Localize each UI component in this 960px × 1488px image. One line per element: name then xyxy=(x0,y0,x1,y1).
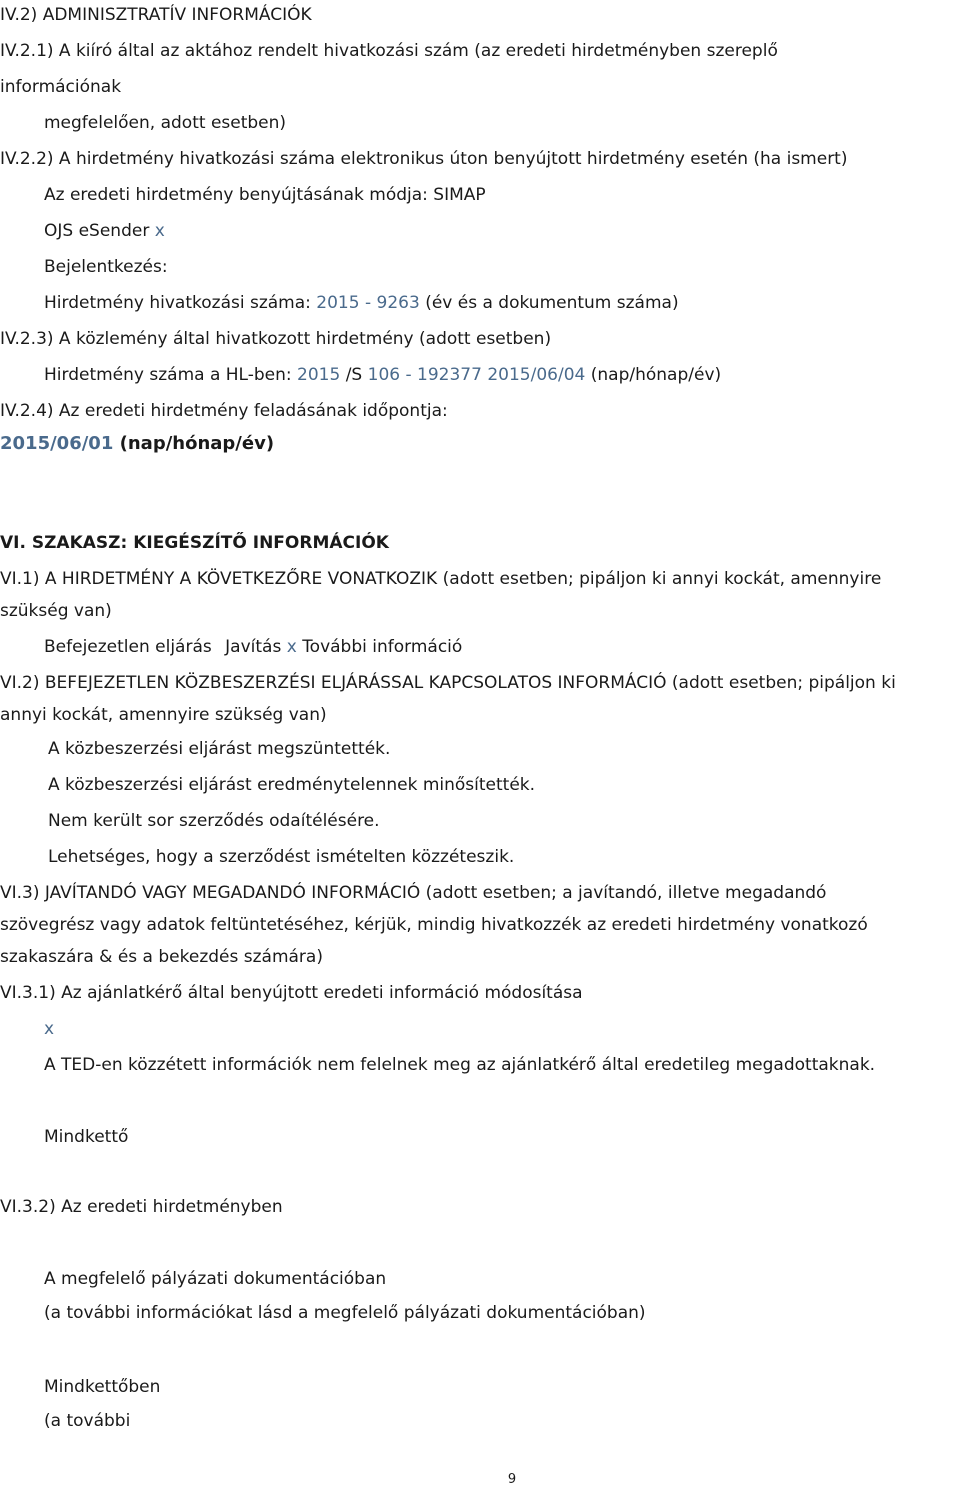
vi2-item: Lehetséges, hogy a szerződést ismételten közzéteszik. xyxy=(48,847,515,867)
page-number: 9 xyxy=(507,1472,517,1487)
vi32-see-documentation: (a további információkat lásd a megfelelő pályázati dokumentációban) xyxy=(44,1303,646,1323)
vi1-line2: szükség van) xyxy=(0,601,112,621)
reference-suffix: (év és a dokumentum száma) xyxy=(425,293,679,313)
iv21-line1: IV.2.1) A kiíró által az aktához rendelt hivatkozási szám (az eredeti hirdetményben szereplő xyxy=(0,41,778,61)
vi3-line3: szakaszára & és a bekezdés számára) xyxy=(0,947,323,967)
ojs-check-mark: x xyxy=(154,221,165,241)
iv22-heading: IV.2.2) A hirdetmény hivatkozási száma elektronikus úton benyújtott hirdetmény esetén (ha ismert) xyxy=(0,149,848,169)
reference-separator: - xyxy=(364,293,372,313)
vi1-options-row xyxy=(44,636,462,658)
iv23-oj-row xyxy=(44,364,721,386)
reference-year: 2015 xyxy=(316,293,360,313)
option-check-mark: x xyxy=(286,637,297,657)
iv21-line3: megfelelően, adott esetben) xyxy=(44,113,287,133)
oj-date: 2015/06/04 xyxy=(487,365,586,385)
vi31-heading: VI.3.1) Az ajánlatkérő által benyújtott eredeti információ módosítása xyxy=(0,983,583,1003)
vi31-check-mark: x xyxy=(44,1019,55,1039)
oj-year: 2015 xyxy=(297,365,341,385)
vi31-ted-text: A TED-en közzétett információk nem felelnek meg az ajánlatkérő által eredetileg megadottaknak. xyxy=(44,1055,876,1075)
vi2-item: A közbeszerzési eljárást eredménytelennek minősítették. xyxy=(48,775,536,795)
vi32-both: Mindkettőben xyxy=(44,1377,161,1397)
vi32-more: (a további xyxy=(44,1411,131,1431)
vi1-line1: VI.1) A HIRDETMÉNY A KÖVETKEZŐRE VONATKOZIK (adott esetben; pipáljon ki annyi kockát, amennyire xyxy=(0,569,882,589)
oj-label: Hirdetmény száma a HL-ben: xyxy=(44,365,292,385)
vi32-heading: VI.3.2) Az eredeti hirdetményben xyxy=(0,1197,283,1217)
iv24-heading: IV.2.4) Az eredeti hirdetmény feladásának időpontja: xyxy=(0,401,448,421)
iv22-submission-mode: Az eredeti hirdetmény benyújtásának módja: SIMAP xyxy=(44,185,486,205)
dispatch-date-format: (nap/hónap/év) xyxy=(119,433,275,454)
reference-number: 9263 xyxy=(376,293,420,313)
section-iv2-title: IV.2) ADMINISZTRATÍV INFORMÁCIÓK xyxy=(0,5,312,25)
iv21-line2: információnak xyxy=(0,77,122,97)
oj-issue: 106 xyxy=(367,365,401,385)
vi31-both: Mindkettő xyxy=(44,1127,129,1147)
oj-number: 192377 xyxy=(417,365,482,385)
vi2-item: A közbeszerzési eljárást megszüntették. xyxy=(48,739,391,759)
iv22-reference-row xyxy=(44,292,679,314)
reference-label: Hirdetmény hivatkozási száma: xyxy=(44,293,311,313)
vi3-line2: szövegrész vagy adatok feltüntetéséhez, kérjük, mindig hivatkozzék az eredeti hirdetmény vonatkozó xyxy=(0,915,868,935)
section-vi-title: VI. SZAKASZ: KIEGÉSZÍTŐ INFORMÁCIÓK xyxy=(0,533,389,553)
vi2-line1: VI.2) BEFEJEZETLEN KÖZBESZERZÉSI ELJÁRÁSSAL KAPCSOLATOS INFORMÁCIÓ (adott esetben; pipáljon ki xyxy=(0,673,896,693)
iv22-ojs-row xyxy=(44,220,165,242)
vi32-documentation: A megfelelő pályázati dokumentációban xyxy=(44,1269,387,1289)
vi3-line1: VI.3) JAVÍTANDÓ VAGY MEGADANDÓ INFORMÁCIÓ (adott esetben; a javítandó, illetve megadandó xyxy=(0,883,827,903)
iv22-login: Bejelentkezés: xyxy=(44,257,168,277)
vi2-line2: annyi kockát, amennyire szükség van) xyxy=(0,705,327,725)
option-correction: Javítás xyxy=(225,637,282,657)
oj-series: /S xyxy=(345,365,363,385)
option-unfinished: Befejezetlen eljárás xyxy=(44,637,212,657)
oj-separator: - xyxy=(405,365,412,385)
dispatch-date: 2015/06/01 xyxy=(0,433,114,454)
iv23-heading: IV.2.3) A közlemény által hivatkozott hirdetmény (adott esetben) xyxy=(0,329,552,349)
option-additional: További információ xyxy=(302,637,463,657)
vi2-item: Nem került sor szerződés odaítélésére. xyxy=(48,811,380,831)
ojs-label: OJS eSender xyxy=(44,221,150,241)
iv24-date-row xyxy=(0,432,274,456)
oj-date-format: (nap/hónap/év) xyxy=(590,365,722,385)
